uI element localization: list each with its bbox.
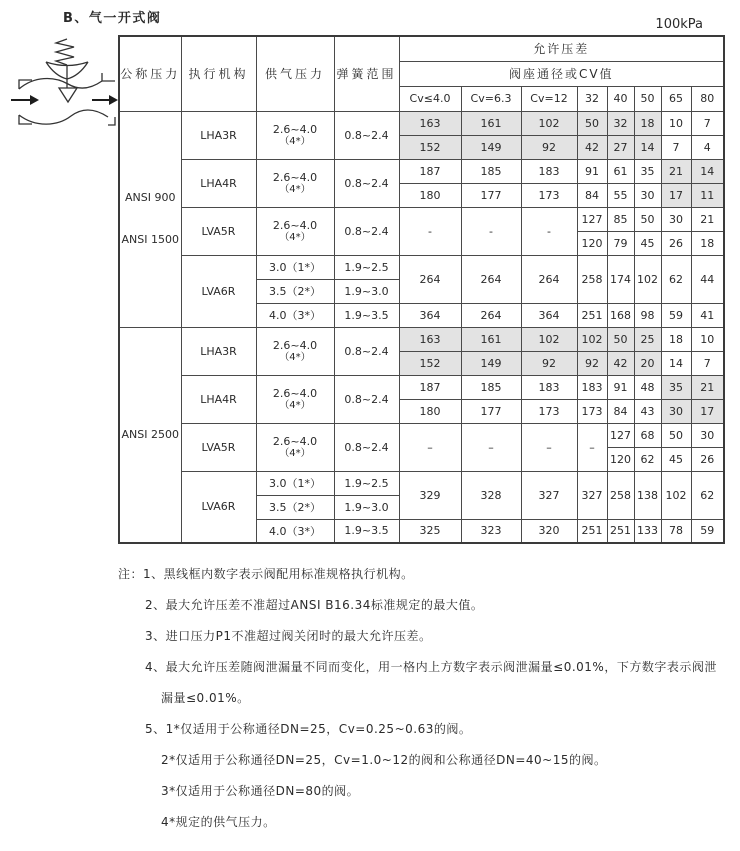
supply-footnote: （4*）: [279, 184, 311, 195]
pressure-differential-table: [118, 35, 725, 544]
supply-value: 2.6~4.0: [272, 387, 318, 400]
dp-value-cell: 68: [634, 423, 661, 447]
table-row: [119, 207, 724, 231]
dp-value-cell: 98: [634, 303, 661, 327]
dp-value-cell: 185: [461, 159, 521, 183]
dp-value-cell: 30: [661, 399, 691, 423]
dp-value-cell: 187: [399, 375, 461, 399]
dp-value-cell: 183: [577, 375, 607, 399]
dp-value-cell: 92: [577, 351, 607, 375]
dp-value-cell: 177: [461, 183, 521, 207]
dp-value-cell: 92: [521, 351, 577, 375]
dp-value-cell: 7: [691, 111, 724, 135]
dp-value-cell: 42: [607, 351, 634, 375]
valve-body-upper-right-flange: [102, 73, 115, 81]
dp-value-cell: 35: [634, 159, 661, 183]
valve-plug: [59, 88, 77, 102]
dp-value-cell: 18: [661, 327, 691, 351]
actuator-cell: LHA4R: [181, 375, 256, 423]
dp-value-cell: 59: [691, 519, 724, 543]
dp-value-cell: 11: [691, 183, 724, 207]
dp-value-cell: 50: [634, 207, 661, 231]
actuator-cell: LHA4R: [181, 159, 256, 207]
dp-dash-cell: –: [521, 423, 577, 471]
dp-value-cell: 7: [691, 351, 724, 375]
dp-value-cell: 41: [691, 303, 724, 327]
table-row: [119, 423, 724, 447]
dp-value-cell: 127: [607, 423, 634, 447]
header-actuator: 执行机构: [181, 36, 256, 111]
dp-value-cell: 30: [634, 183, 661, 207]
valve-body-lower: [19, 110, 108, 124]
footnote-line: 4、最大允许压差随阀泄漏量不同而变化，用一格内上方数字表示阀泄漏量≤0.01%，下方数字表示阀泄: [145, 660, 717, 674]
actuator-cell: LVA5R: [181, 207, 256, 255]
dp-value-cell: 50: [577, 111, 607, 135]
supply-value: 2.6~4.0: [272, 435, 318, 448]
actuator-cell: LVA6R: [181, 255, 256, 327]
dp-value-cell: 42: [577, 135, 607, 159]
dp-value-cell: 84: [607, 399, 634, 423]
table-row: [119, 159, 724, 183]
dp-value-cell: 21: [691, 375, 724, 399]
spring-range-cell: 1.9~3.5: [334, 519, 399, 543]
dp-value-cell: 26: [691, 447, 724, 471]
dp-value-cell: 17: [661, 183, 691, 207]
dp-value-cell: 180: [399, 399, 461, 423]
supply-footnote: （4*）: [279, 136, 311, 147]
dp-value-cell: 4: [691, 135, 724, 159]
dp-value-cell: 14: [634, 135, 661, 159]
supply-footnote: （4*）: [279, 352, 311, 363]
dp-value-cell: 187: [399, 159, 461, 183]
dp-value-cell: 364: [521, 303, 577, 327]
dp-value-cell: 55: [607, 183, 634, 207]
dp-value-cell: 18: [691, 231, 724, 255]
dp-value-cell: 329: [399, 471, 461, 519]
dp-value-cell: 14: [661, 351, 691, 375]
supply-footnote: （4*）: [279, 232, 311, 243]
dp-value-cell: 264: [521, 255, 577, 303]
footnote-line: 漏量≤0.01%。: [161, 691, 250, 705]
dp-dash-cell: –: [399, 423, 461, 471]
dp-value-cell: 20: [634, 351, 661, 375]
dp-value-cell: 102: [634, 255, 661, 303]
supply-footnote: （4*）: [279, 400, 311, 411]
dp-value-cell: 50: [607, 327, 634, 351]
dp-value-cell: 180: [399, 183, 461, 207]
dp-value-cell: 79: [607, 231, 634, 255]
dp-value-cell: 161: [461, 327, 521, 351]
footnote-line: 3、进口压力P1不准超过阀关闭时的最大允许压差。: [145, 629, 432, 643]
dp-value-cell: 127: [577, 207, 607, 231]
dp-value-cell: 120: [607, 447, 634, 471]
table-row: [119, 327, 724, 351]
dp-dash-cell: -: [461, 207, 521, 255]
header-cv-col: Cv≤4.0: [399, 86, 461, 111]
footnote-line: 3*仅适用于公称通径DN=80的阀。: [161, 784, 360, 798]
supply-pressure-cell: 4.0（3*）: [256, 303, 334, 327]
dp-value-cell: 21: [661, 159, 691, 183]
supply-value: 2.6~4.0: [272, 219, 318, 232]
spring-range-cell: 1.9~3.0: [334, 495, 399, 519]
actuator-cell: LVA5R: [181, 423, 256, 471]
dp-value-cell: 264: [461, 303, 521, 327]
header-spring-range: 弹簧范围: [334, 36, 399, 111]
dp-value-cell: 173: [577, 399, 607, 423]
dp-value-cell: 364: [399, 303, 461, 327]
dp-value-cell: 35: [661, 375, 691, 399]
dp-value-cell: 174: [607, 255, 634, 303]
dp-value-cell: 27: [607, 135, 634, 159]
dp-value-cell: 327: [577, 471, 607, 519]
dp-value-cell: 251: [577, 303, 607, 327]
supply-pressure-cell: 3.0（1*）: [256, 471, 334, 495]
dp-value-cell: 10: [661, 111, 691, 135]
dp-value-cell: 183: [521, 159, 577, 183]
dp-value-cell: 85: [607, 207, 634, 231]
spring-range-cell: 0.8~2.4: [334, 327, 399, 375]
dp-value-cell: 325: [399, 519, 461, 543]
spring-range-cell: 0.8~2.4: [334, 159, 399, 207]
supply-footnote: （4*）: [279, 448, 311, 459]
header-nominal-pressure: 公称压力: [119, 36, 181, 111]
dp-value-cell: 168: [607, 303, 634, 327]
valve-body-lower-right-flange: [108, 117, 115, 125]
dp-value-cell: 102: [661, 471, 691, 519]
footnote-line: 注：1、黑线框内数字表示阀配用标准规格执行机构。: [118, 567, 414, 581]
dp-value-cell: 78: [661, 519, 691, 543]
dp-value-cell: 152: [399, 135, 461, 159]
dp-value-cell: 173: [521, 183, 577, 207]
dp-value-cell: 61: [607, 159, 634, 183]
dp-value-cell: 62: [661, 255, 691, 303]
header-row-1: [119, 36, 724, 61]
footnotes: [118, 566, 730, 845]
spring-symbol: [56, 39, 74, 65]
dp-value-cell: 62: [634, 447, 661, 471]
dp-value-cell: 45: [661, 447, 691, 471]
spring-range-cell: 0.8~2.4: [334, 111, 399, 159]
dp-value-cell: 59: [661, 303, 691, 327]
spring-range-cell: 0.8~2.4: [334, 375, 399, 423]
dp-value-cell: 149: [461, 351, 521, 375]
dp-dash-cell: -: [399, 207, 461, 255]
pressure-class-label: ANSI 2500: [121, 427, 179, 441]
supply-value: 2.6~4.0: [272, 171, 318, 184]
dp-value-cell: 264: [399, 255, 461, 303]
supply-pressure-cell: 3.5（2*）: [256, 495, 334, 519]
header-cv-col: 80: [691, 86, 724, 111]
dp-value-cell: 183: [521, 375, 577, 399]
supply-pressure-cell: [256, 423, 334, 471]
dp-value-cell: 138: [634, 471, 661, 519]
spring-range-cell: 1.9~3.5: [334, 303, 399, 327]
dp-value-cell: 251: [577, 519, 607, 543]
supply-pressure-cell: 3.5（2*）: [256, 279, 334, 303]
table-row: [119, 471, 724, 495]
dp-value-cell: 45: [634, 231, 661, 255]
dp-value-cell: 18: [634, 111, 661, 135]
dp-value-cell: 48: [634, 375, 661, 399]
supply-pressure-cell: [256, 375, 334, 423]
dp-value-cell: 102: [521, 327, 577, 351]
dp-value-cell: 50: [661, 423, 691, 447]
dp-value-cell: 91: [577, 159, 607, 183]
table-row: [119, 111, 724, 135]
dp-value-cell: 17: [691, 399, 724, 423]
dp-value-cell: 251: [607, 519, 634, 543]
dp-value-cell: 62: [691, 471, 724, 519]
pressure-class-label: ANSI 900: [125, 191, 176, 204]
footnote-line: 2、最大允许压差不准超过ANSI B16.34标准规定的最大值。: [145, 598, 484, 612]
supply-value: 2.6~4.0: [272, 339, 318, 352]
dp-value-cell: 120: [577, 231, 607, 255]
dp-value-cell: 327: [521, 471, 577, 519]
supply-pressure-cell: 3.0（1*）: [256, 255, 334, 279]
dp-value-cell: 177: [461, 399, 521, 423]
supply-pressure-cell: [256, 111, 334, 159]
dp-value-cell: 43: [634, 399, 661, 423]
dp-dash-cell: –: [461, 423, 521, 471]
actuator-cell: LHA3R: [181, 327, 256, 375]
pressure-class-cell: [119, 327, 181, 543]
spring-range-cell: 1.9~2.5: [334, 255, 399, 279]
dp-value-cell: 102: [521, 111, 577, 135]
dp-value-cell: 258: [607, 471, 634, 519]
header-cv-col: Cv=6.3: [461, 86, 521, 111]
dp-value-cell: 32: [607, 111, 634, 135]
dp-dash-cell: -: [521, 207, 577, 255]
dp-value-cell: 21: [691, 207, 724, 231]
header-seat-or-cv: 阀座通径或CV值: [399, 61, 724, 86]
supply-value: 2.6~4.0: [272, 123, 318, 136]
spring-range-cell: 1.9~2.5: [334, 471, 399, 495]
supply-pressure-cell: 4.0（3*）: [256, 519, 334, 543]
header-cv-col: 32: [577, 86, 607, 111]
dp-value-cell: 133: [634, 519, 661, 543]
section-title: B、气一开式阀: [63, 11, 162, 26]
pneumatic-valve-schematic-icon: [8, 38, 120, 128]
dp-value-cell: 264: [461, 255, 521, 303]
dp-value-cell: 44: [691, 255, 724, 303]
dp-value-cell: 30: [691, 423, 724, 447]
dp-value-cell: 92: [521, 135, 577, 159]
header-supply-pressure: 供气压力: [256, 36, 334, 111]
dp-value-cell: 26: [661, 231, 691, 255]
dp-value-cell: 7: [661, 135, 691, 159]
pressure-class-cell: [119, 111, 181, 327]
dp-value-cell: 102: [577, 327, 607, 351]
supply-pressure-cell: [256, 327, 334, 375]
spring-range-cell: 1.9~3.0: [334, 279, 399, 303]
unit-label: 100kPa: [655, 17, 703, 32]
dp-value-cell: 161: [461, 111, 521, 135]
dp-value-cell: 91: [607, 375, 634, 399]
footnote-line: 5、1*仅适用于公称通径DN=25，Cv=0.25~0.63的阀。: [145, 722, 472, 736]
dp-value-cell: 84: [577, 183, 607, 207]
actuator-cell: LVA6R: [181, 471, 256, 543]
table-row: [119, 375, 724, 399]
header-cv-col: Cv=12: [521, 86, 577, 111]
dp-value-cell: 323: [461, 519, 521, 543]
dp-value-cell: 10: [691, 327, 724, 351]
dp-value-cell: 328: [461, 471, 521, 519]
dp-dash-cell: –: [577, 423, 607, 471]
supply-pressure-cell: [256, 159, 334, 207]
spring-range-cell: 0.8~2.4: [334, 207, 399, 255]
dp-value-cell: 152: [399, 351, 461, 375]
dp-value-cell: 258: [577, 255, 607, 303]
dp-value-cell: 173: [521, 399, 577, 423]
header-cv-col: 65: [661, 86, 691, 111]
header-cv-col: 50: [634, 86, 661, 111]
dp-value-cell: 185: [461, 375, 521, 399]
dp-value-cell: 149: [461, 135, 521, 159]
footnote-line: 4*规定的供气压力。: [161, 815, 276, 829]
dp-value-cell: 25: [634, 327, 661, 351]
dp-value-cell: 14: [691, 159, 724, 183]
spring-range-cell: 0.8~2.4: [334, 423, 399, 471]
footnote-line: 2*仅适用于公称通径DN=25，Cv=1.0~12的阀和公称通径DN=40~15的阀。: [161, 753, 607, 767]
pressure-class-label: ANSI 1500: [121, 233, 179, 246]
header-cv-col: 40: [607, 86, 634, 111]
table-row: [119, 255, 724, 279]
dp-value-cell: 30: [661, 207, 691, 231]
dp-value-cell: 163: [399, 327, 461, 351]
header-allowable-dp: 允许压差: [399, 36, 724, 61]
dp-value-cell: 163: [399, 111, 461, 135]
actuator-cell: LHA3R: [181, 111, 256, 159]
dp-value-cell: 320: [521, 519, 577, 543]
supply-pressure-cell: [256, 207, 334, 255]
